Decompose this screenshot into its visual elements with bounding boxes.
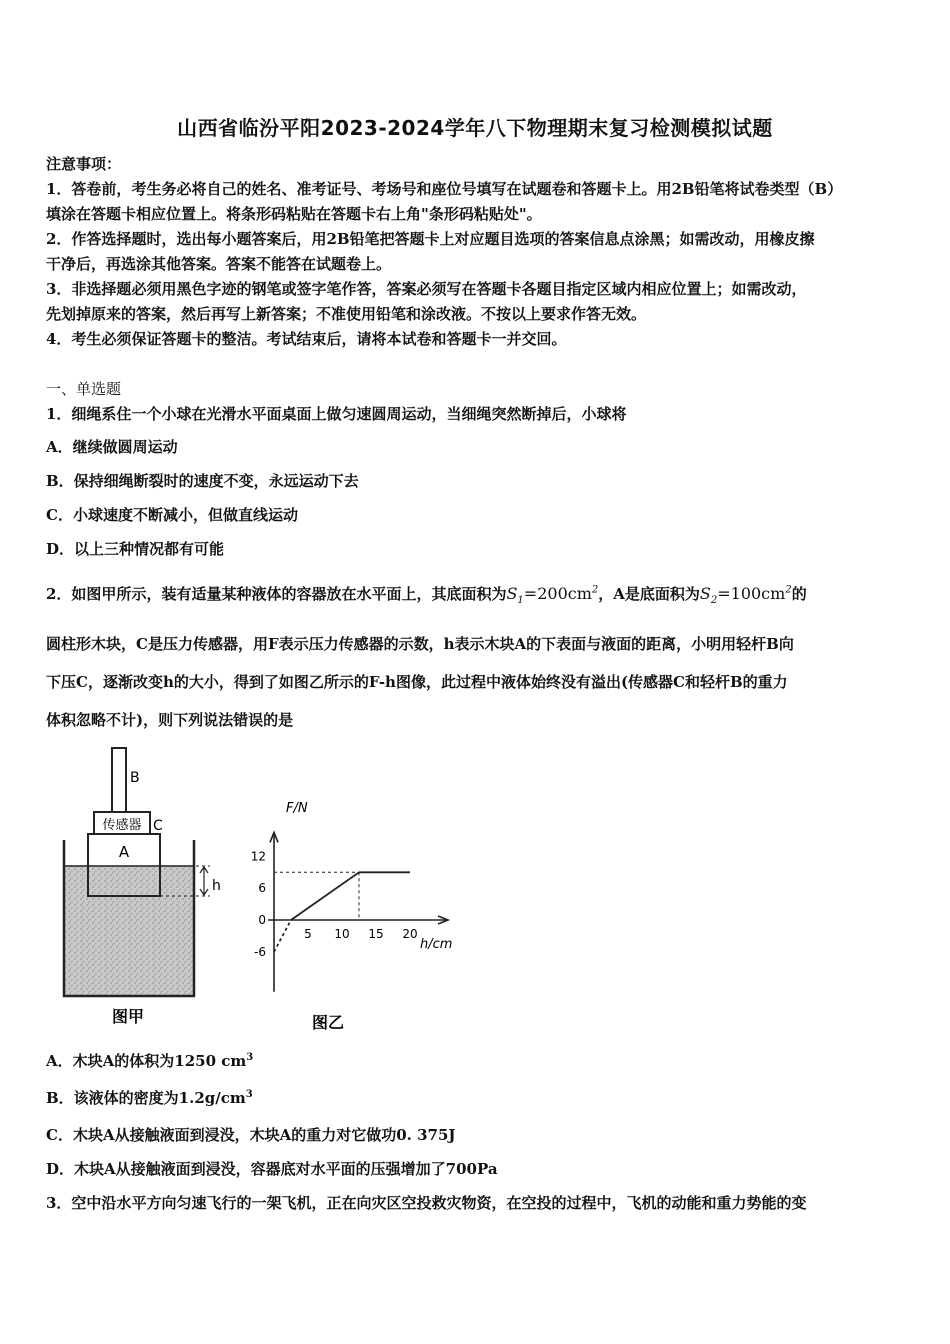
data-line-segment [274,920,291,952]
figure-yi-chart [238,790,468,1035]
question-3-stem: 3．空中沿水平方向匀速飞行的一架飞机，正在向灾区空投救灾物资，在空投的过程中，飞机的动能和重力势能的变 [46,1194,807,1212]
x-tick-label: 5 [304,927,312,941]
q1-option-d: D．以上三种情况都有可能 [46,540,225,558]
notice-line: 1．答卷前，考生务必将自己的姓名、准考证号、考场号和座位号填写在试题卷和答题卡上。用2B铅笔将试卷类型（B） [46,180,843,198]
x-tick-label: 15 [368,927,384,941]
q1-option-b: B．保持细绳断裂时的速度不变，永远运动下去 [46,472,359,490]
notice-line: 3．非选择题必须用黑色字迹的钢笔或签字笔作答，答案必须写在答题卡各题目指定区域内相应位置上；如需改动， [46,280,807,298]
q2-option-c: C．木块A从接触液面到浸没，木块A的重力对它做功0. 375J [46,1126,456,1144]
notice-line: 2．作答选择题时，选出每小题答案后，用2B铅笔把答题卡上对应题目选项的答案信息点涂黑；如需改动，用橡皮擦 [46,230,815,248]
q1-option-a: A．继续做圆周运动 [46,438,178,456]
sensor-label: C [153,818,163,834]
page-title: 山西省临汾平阳2023-2024学年八下物理期末复习检测模拟试题 [177,116,773,140]
rod-label: B [130,770,140,786]
y-tick-label: -6 [254,944,266,959]
s1-formula: $S_1=200cm^2$ [506,584,599,607]
notice-line: 干净后，再选涂其他答案。答案不能答在试题卷上。 [46,255,392,273]
q2-option-d: D．木块A从接触液面到浸没，容器底对水平面的压强增加了700Pa [46,1160,498,1178]
figure-jia [50,742,230,1032]
q1-option-c: C．小球速度不断减小，但做直线运动 [46,506,298,524]
y-tick-label: 0 [258,913,266,927]
question-2-stem-line3: 下压C，逐渐改变h的大小，得到了如图乙所示的F-h图像，此过程中液体始终没有溢出(传感器C和轻杆B的重力 [46,673,788,691]
question-2-stem-line2: 圆柱形木块，C是压力传感器，用F表示压力传感器的示数，h表示木块A的下表面与液面的距离，小明用轻杆B向 [46,635,794,653]
y-tick-label: 6 [258,881,266,896]
notice-heading: 注意事项： [46,155,122,173]
s2-formula: $S_2=100cm^2$ [699,584,792,607]
notice-line: 4．考生必须保证答题卡的整洁。考试结束后，请将本试卷和答题卡一并交回。 [46,330,567,348]
question-2-stem-line4: 体积忽略不计)，则下列说法错误的是 [46,711,294,729]
notice-line: 先划掉原来的答案，然后再写上新答案；不准使用铅笔和涂改液。不按以上要求作答无效。 [46,305,647,323]
figure-yi-caption: 图乙 [311,1013,345,1032]
y-tick-label: 12 [250,849,266,864]
liquid [64,866,194,996]
sensor-text: 传感器 [102,818,142,833]
question-1-stem: 1．细绳系住一个小球在光滑水平面桌面上做匀速圆周运动，当细绳突然断掉后，小球将 [46,405,627,423]
section-heading: 一、单选题 [46,380,122,398]
x-tick-label: 10 [334,927,350,941]
block-label: A [118,843,130,861]
figure-jia-caption: 图甲 [111,1007,145,1026]
x-axis-label: h/cm [420,937,453,952]
question-2-stem-line1: 2．如图甲所示，装有适量某种液体的容器放在水平面上，其底面积为$S_1=200cm^2$，A是底面积为$S_2=100cm^2$的 [46,584,807,607]
data-line-segment [291,872,359,920]
q2-option-a: A．木块A的体积为1250 $cm^3$ [46,1052,254,1070]
rod-b [112,748,126,812]
h-label: h [212,878,221,894]
y-axis-label: F/N [286,801,308,816]
x-tick-label: 20 [402,927,418,941]
q2-option-b: B．该液体的密度为$1.2g/cm^3$ [46,1089,253,1107]
notice-line: 填涂在答题卡相应位置上。将条形码粘贴在答题卡右上角"条形码粘贴处"。 [46,205,542,223]
